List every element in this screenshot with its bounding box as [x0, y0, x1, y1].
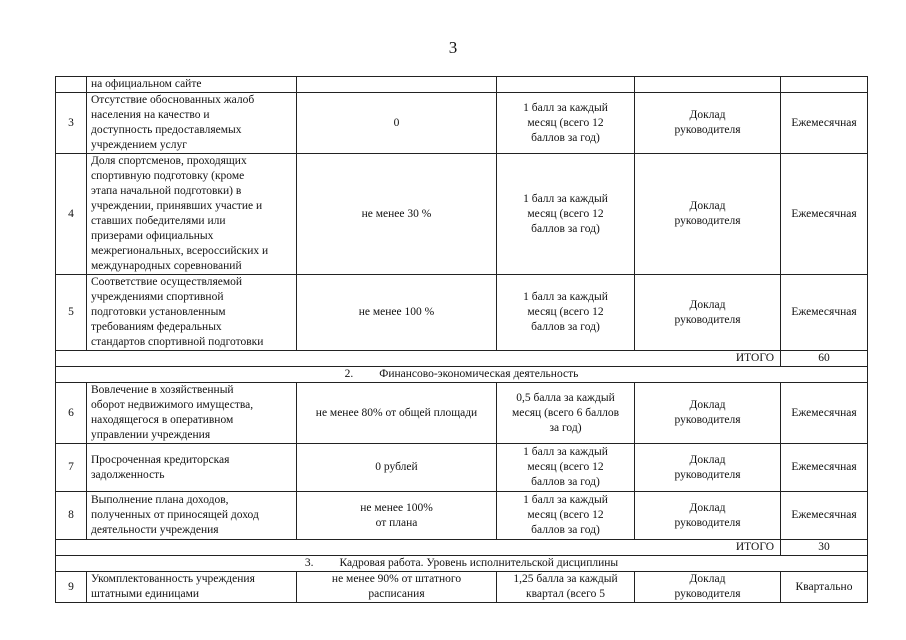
cell-report — [635, 154, 781, 275]
cell-criterion — [87, 492, 297, 540]
cell-points — [497, 572, 635, 603]
total-row — [56, 351, 868, 367]
target-value: не менее 100% от плана — [360, 501, 433, 529]
row-number: 4 — [68, 207, 74, 220]
report-text: Доклад руководителя — [674, 200, 741, 227]
total-value: 60 — [818, 352, 830, 364]
cell-frequency — [781, 77, 868, 93]
frequency-text: Ежемесячная — [791, 207, 857, 220]
criterion-text: Укомплектованность учреждения штатными единицами — [91, 573, 255, 600]
cell-frequency — [781, 93, 868, 154]
total-value-cell — [781, 351, 868, 367]
cell-num — [56, 572, 87, 603]
cell-value — [297, 492, 497, 540]
report-text: Доклад руководителя — [674, 573, 741, 600]
cell-criterion — [87, 572, 297, 603]
cell-report — [635, 572, 781, 603]
table-row — [56, 383, 868, 444]
table-row — [56, 492, 868, 540]
cell-num — [56, 154, 87, 275]
cell-criterion — [87, 77, 297, 93]
target-value: не менее 90% от штатного расписания — [331, 573, 462, 600]
cell-report — [635, 275, 781, 351]
frequency-text: Ежемесячная — [791, 306, 857, 318]
cell-frequency — [781, 444, 868, 492]
cell-num — [56, 93, 87, 154]
cell-value — [297, 154, 497, 275]
frequency-text: Квартально — [795, 580, 853, 593]
row-number: 8 — [68, 509, 74, 521]
row-number: 3 — [68, 116, 74, 129]
cell-frequency — [781, 572, 868, 603]
points-text: 1 балл за каждый месяц (всего 12 баллов за год) — [523, 494, 608, 536]
points-text: 1 балл за каждый месяц (всего 12 баллов за год) — [523, 446, 608, 488]
total-label: ИТОГО — [735, 541, 774, 553]
frequency-text: Ежемесячная — [791, 116, 857, 129]
target-value: 0 — [393, 116, 400, 129]
cell-frequency — [781, 383, 868, 444]
cell-points — [497, 444, 635, 492]
section-heading-row — [56, 367, 868, 383]
points-text: 1 балл за каждый месяц (всего 12 баллов за год) — [523, 291, 608, 333]
target-value: 0 рублей — [375, 461, 418, 473]
cell-criterion — [87, 275, 297, 351]
table-row — [56, 444, 868, 492]
section-number: 2. — [344, 368, 354, 380]
cell-frequency — [781, 154, 868, 275]
total-label-cell — [56, 540, 781, 556]
cell-num — [56, 275, 87, 351]
criterion-text: Отсутствие обоснованных жалоб населения на качество и доступность предоставляемых учреждением услуг — [91, 94, 255, 151]
section-heading-cell — [56, 556, 868, 572]
row-number: 5 — [68, 306, 74, 318]
cell-value — [297, 444, 497, 492]
row-number: 6 — [68, 406, 74, 419]
total-label: ИТОГО — [735, 352, 774, 364]
cell-report — [635, 93, 781, 154]
report-text: Доклад руководителя — [674, 109, 741, 136]
target-value: не менее 30 % — [361, 207, 432, 220]
cell-criterion — [87, 383, 297, 444]
table-row — [56, 93, 868, 154]
criterion-text: Соответствие осуществляемой учреждениями спортивной подготовки установленным требованиям федеральных стандартов спортивной подготовки — [91, 276, 264, 348]
table-row — [56, 154, 868, 275]
points-text: 1 балл за каждый месяц (всего 12 баллов за год) — [523, 192, 608, 235]
cell-points — [497, 93, 635, 154]
target-value: не менее 80% от общей площади — [315, 406, 478, 419]
report-text: Доклад руководителя — [674, 298, 741, 326]
cell-report — [635, 77, 781, 93]
total-label-cell — [56, 351, 781, 367]
report-text: Доклад руководителя — [674, 399, 741, 426]
points-text: 0,5 балла за каждый месяц (всего 6 баллов за год) — [511, 391, 620, 434]
points-text: 1,25 балла за каждый квартал (всего 5 — [513, 573, 618, 600]
target-value: не менее 100 % — [358, 306, 435, 318]
cell-report — [635, 444, 781, 492]
criterion-text: Вовлечение в хозяйственный оборот недвижимого имущества, находящегося в оперативном управлении учреждения — [91, 384, 254, 441]
cell-criterion — [87, 444, 297, 492]
table-row-continuation — [56, 77, 868, 93]
page-number: 3 — [448, 38, 458, 57]
criterion-text: Выполнение плана доходов, полученных от приносящей доход деятельности учреждения — [91, 494, 259, 536]
total-row — [56, 540, 868, 556]
cell-points — [497, 275, 635, 351]
cell-frequency — [781, 275, 868, 351]
cell-value — [297, 572, 497, 603]
frequency-text: Ежемесячная — [791, 461, 857, 473]
cell-report — [635, 492, 781, 540]
section-title: Финансово-экономическая деятельность — [379, 368, 579, 380]
report-text: Доклад руководителя — [674, 501, 741, 529]
cell-criterion — [87, 154, 297, 275]
cell-num — [56, 77, 87, 93]
cell-points — [497, 154, 635, 275]
table-row — [56, 572, 868, 603]
cell-num — [56, 492, 87, 540]
criterion-text: Просроченная кредиторская задолженность — [91, 453, 230, 481]
frequency-text: Ежемесячная — [791, 509, 857, 521]
criterion-text: Доля спортсменов, проходящих спортивную подготовку (кроме этапа начальной подготовки) в учреждении, принявших участие и ставших победителями или призерами официальных межрегиональных, всероссийских и международных соревнований — [91, 155, 269, 272]
cell-criterion — [87, 93, 297, 154]
cell-value — [297, 93, 497, 154]
criterion-text: на официальном сайте — [91, 78, 202, 90]
total-value-cell — [781, 540, 868, 556]
frequency-text: Ежемесячная — [791, 406, 857, 419]
section-heading-cell — [56, 367, 868, 383]
section-heading-row — [56, 556, 868, 572]
cell-num — [56, 383, 87, 444]
section-title: Кадровая работа. Уровень исполнительской дисциплины — [339, 557, 619, 569]
cell-value — [297, 275, 497, 351]
section-number: 3. — [304, 557, 314, 569]
row-number: 7 — [68, 461, 74, 473]
total-value: 30 — [818, 541, 830, 553]
cell-report — [635, 383, 781, 444]
cell-value — [297, 383, 497, 444]
points-text: 1 балл за каждый месяц (всего 12 баллов за год) — [523, 101, 608, 144]
cell-frequency — [781, 492, 868, 540]
cell-points — [497, 383, 635, 444]
cell-num — [56, 444, 87, 492]
cell-points — [497, 77, 635, 93]
row-number: 9 — [68, 580, 74, 593]
criteria-table — [55, 76, 868, 603]
report-text: Доклад руководителя — [674, 453, 741, 481]
table-row — [56, 275, 868, 351]
cell-value — [297, 77, 497, 93]
cell-points — [497, 492, 635, 540]
